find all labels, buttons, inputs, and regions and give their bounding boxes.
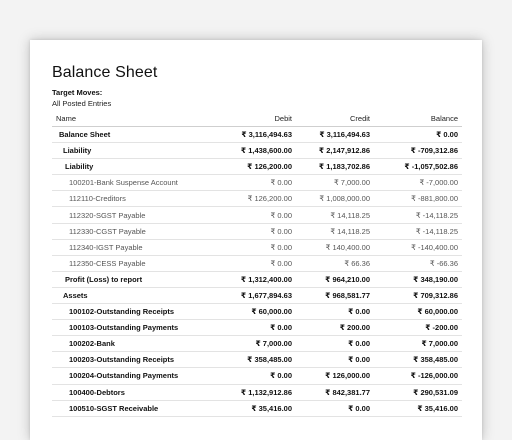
- credit-cell: ₹ 14,118.25: [296, 223, 374, 239]
- account-name-cell[interactable]: Balance Sheet: [52, 127, 212, 143]
- table-body: [52, 127, 462, 417]
- balance-cell: ₹ -14,118.25: [374, 223, 462, 239]
- table-row[interactable]: [52, 336, 462, 352]
- account-name-cell[interactable]: Profit (Loss) to report: [52, 271, 212, 287]
- debit-cell: ₹ 0.00: [212, 320, 296, 336]
- credit-cell: ₹ 200.00: [296, 320, 374, 336]
- credit-cell: ₹ 7,000.00: [296, 175, 374, 191]
- debit-cell: ₹ 60,000.00: [212, 304, 296, 320]
- table-row[interactable]: [52, 400, 462, 416]
- account-name-cell[interactable]: Assets: [52, 287, 212, 303]
- balance-cell: ₹ -709,312.86: [374, 143, 462, 159]
- debit-cell: ₹ 126,200.00: [212, 191, 296, 207]
- balance-cell: ₹ -140,400.00: [374, 239, 462, 255]
- account-name-cell[interactable]: 100102-Outstanding Receipts: [52, 304, 212, 320]
- table-row[interactable]: [52, 223, 462, 239]
- debit-cell: ₹ 7,000.00: [212, 336, 296, 352]
- credit-cell: ₹ 0.00: [296, 352, 374, 368]
- credit-cell: ₹ 14,118.25: [296, 207, 374, 223]
- account-name-cell[interactable]: 100103-Outstanding Payments: [52, 320, 212, 336]
- debit-cell: ₹ 0.00: [212, 175, 296, 191]
- account-name-cell[interactable]: 100400-Debtors: [52, 384, 212, 400]
- target-moves-label: Target Moves:: [52, 88, 103, 97]
- debit-cell: ₹ 0.00: [212, 239, 296, 255]
- column-header-credit: Credit: [296, 110, 374, 127]
- debit-cell: ₹ 1,132,912.86: [212, 384, 296, 400]
- column-header-balance: Balance: [374, 110, 462, 127]
- credit-cell: ₹ 2,147,912.86: [296, 143, 374, 159]
- account-name-cell[interactable]: 100204-Outstanding Payments: [52, 368, 212, 384]
- balance-cell: ₹ 35,416.00: [374, 400, 462, 416]
- credit-cell: ₹ 66.36: [296, 255, 374, 271]
- table-row[interactable]: [52, 239, 462, 255]
- balance-cell: ₹ -7,000.00: [374, 175, 462, 191]
- credit-cell: ₹ 842,381.77: [296, 384, 374, 400]
- table-row[interactable]: [52, 191, 462, 207]
- table-row[interactable]: [52, 368, 462, 384]
- debit-cell: ₹ 35,416.00: [212, 400, 296, 416]
- balance-cell: ₹ 290,531.09: [374, 384, 462, 400]
- balance-cell: ₹ 0.00: [374, 127, 462, 143]
- credit-cell: ₹ 140,400.00: [296, 239, 374, 255]
- debit-cell: ₹ 0.00: [212, 207, 296, 223]
- debit-cell: ₹ 1,677,894.63: [212, 287, 296, 303]
- column-header-debit: Debit: [212, 110, 296, 127]
- credit-cell: ₹ 968,581.77: [296, 287, 374, 303]
- account-name-cell[interactable]: 100202-Bank: [52, 336, 212, 352]
- column-header-name: Name: [52, 110, 212, 127]
- balance-cell: ₹ 348,190.00: [374, 271, 462, 287]
- debit-cell: ₹ 0.00: [212, 255, 296, 271]
- account-name-cell[interactable]: Liability: [52, 143, 212, 159]
- balance-cell: ₹ 7,000.00: [374, 336, 462, 352]
- table-row[interactable]: [52, 384, 462, 400]
- table-row[interactable]: [52, 320, 462, 336]
- balance-cell: ₹ 709,312.86: [374, 287, 462, 303]
- table-row[interactable]: [52, 143, 462, 159]
- report-page: [30, 40, 482, 440]
- balance-cell: ₹ 60,000.00: [374, 304, 462, 320]
- table-header-row: [52, 110, 462, 127]
- balance-cell: ₹ -66.36: [374, 255, 462, 271]
- debit-cell: ₹ 126,200.00: [212, 159, 296, 175]
- credit-cell: ₹ 0.00: [296, 400, 374, 416]
- credit-cell: ₹ 0.00: [296, 304, 374, 320]
- credit-cell: ₹ 1,183,702.86: [296, 159, 374, 175]
- account-name-cell[interactable]: 112110-Creditors: [52, 191, 212, 207]
- balance-cell: ₹ -881,800.00: [374, 191, 462, 207]
- debit-cell: ₹ 358,485.00: [212, 352, 296, 368]
- credit-cell: ₹ 1,008,000.00: [296, 191, 374, 207]
- table-row[interactable]: [52, 159, 462, 175]
- page-title: Balance Sheet: [52, 64, 158, 81]
- account-name-cell[interactable]: Liability: [52, 159, 212, 175]
- account-name-cell[interactable]: 100510-SGST Receivable: [52, 400, 212, 416]
- debit-cell: ₹ 3,116,494.63: [212, 127, 296, 143]
- account-name-cell[interactable]: 112330-CGST Payable: [52, 223, 212, 239]
- balance-cell: ₹ -14,118.25: [374, 207, 462, 223]
- balance-cell: ₹ -126,000.00: [374, 368, 462, 384]
- debit-cell: ₹ 1,438,600.00: [212, 143, 296, 159]
- account-name-cell[interactable]: 100203-Outstanding Receipts: [52, 352, 212, 368]
- credit-cell: ₹ 964,210.00: [296, 271, 374, 287]
- credit-cell: ₹ 0.00: [296, 336, 374, 352]
- table-row[interactable]: [52, 207, 462, 223]
- debit-cell: ₹ 1,312,400.00: [212, 271, 296, 287]
- table-row[interactable]: [52, 255, 462, 271]
- credit-cell: ₹ 126,000.00: [296, 368, 374, 384]
- table-row[interactable]: [52, 271, 462, 287]
- balance-cell: ₹ -200.00: [374, 320, 462, 336]
- target-moves-value: All Posted Entries: [52, 99, 112, 108]
- balance-cell: ₹ 358,485.00: [374, 352, 462, 368]
- account-name-cell[interactable]: 112320-SGST Payable: [52, 207, 212, 223]
- balance-cell: ₹ -1,057,502.86: [374, 159, 462, 175]
- debit-cell: ₹ 0.00: [212, 368, 296, 384]
- debit-cell: ₹ 0.00: [212, 223, 296, 239]
- table-row[interactable]: [52, 304, 462, 320]
- account-name-cell[interactable]: 112340-IGST Payable: [52, 239, 212, 255]
- table-row[interactable]: [52, 352, 462, 368]
- table-row[interactable]: [52, 287, 462, 303]
- account-name-cell[interactable]: 100201-Bank Suspense Account: [52, 175, 212, 191]
- credit-cell: ₹ 3,116,494.63: [296, 127, 374, 143]
- balance-sheet-table: [52, 110, 462, 417]
- table-row[interactable]: [52, 127, 462, 143]
- account-name-cell[interactable]: 112350-CESS Payable: [52, 255, 212, 271]
- table-row[interactable]: [52, 175, 462, 191]
